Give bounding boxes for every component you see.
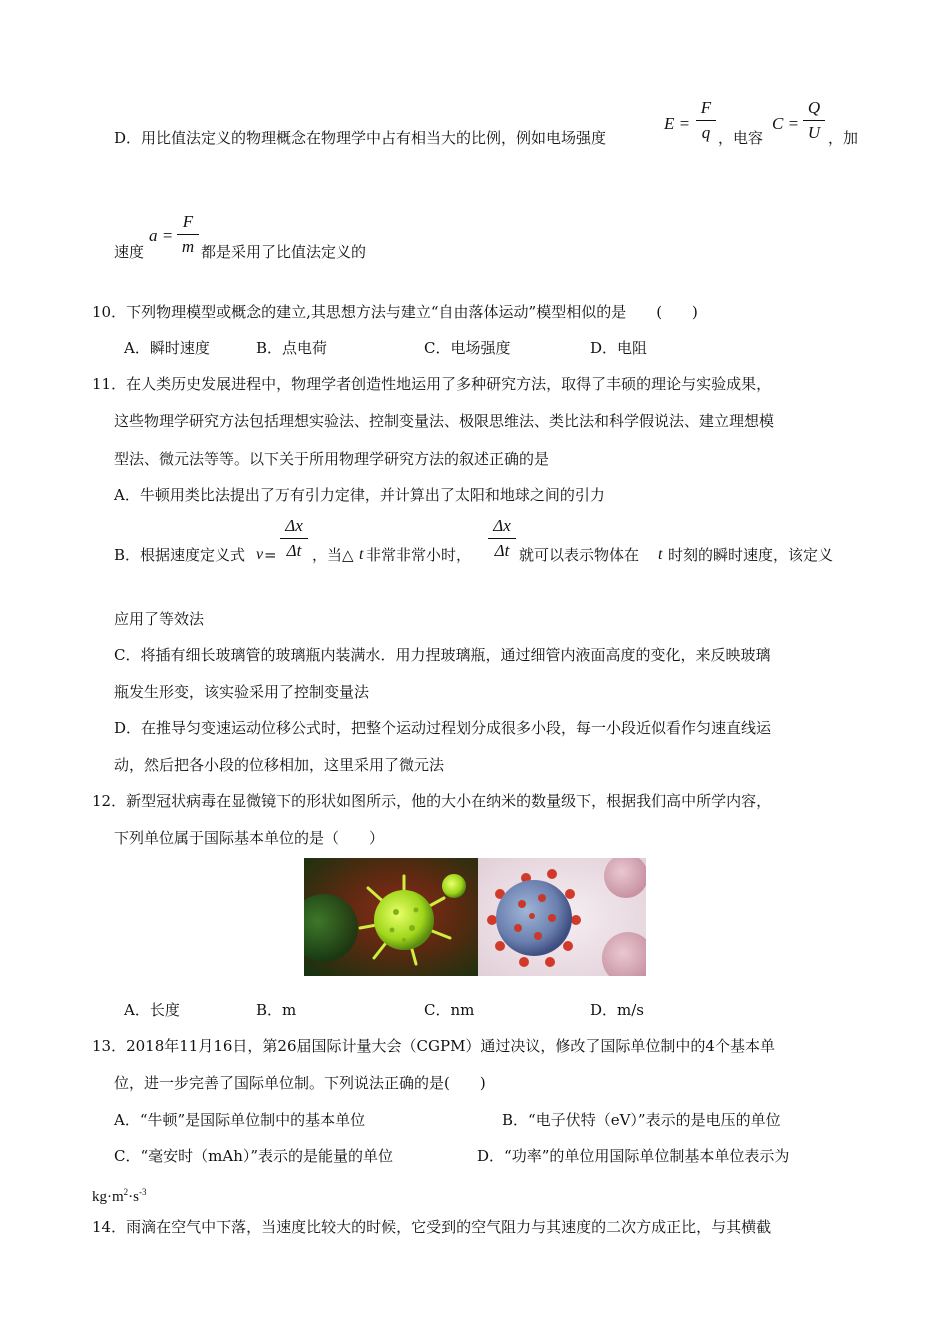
q11-velocity-numerator-2: Δx (493, 516, 511, 535)
formula-a-fraction (177, 212, 199, 257)
q13-option-c: C．“毫安时（mAh）”表示的是能量的单位 (114, 1147, 394, 1165)
q9-option-d-line2-pre: 速度 (114, 243, 145, 261)
q13-option-d-unit (92, 1182, 147, 1207)
q11-option-b-mid3: 就可以表示物体在 (519, 546, 640, 564)
q14-stem-line1: 14．雨滴在空气中下落，当速度比较大的时候，它受到的空气阻力与其速度的二次方成正比，与其横截 (92, 1218, 772, 1236)
formula-e-numerator: F (700, 98, 712, 117)
formula-c-fraction (803, 98, 825, 143)
q11-option-b-post: 时刻的瞬时速度，该定义 (668, 546, 834, 564)
q11-option-a: A．牛顿用类比法提出了万有引力定律，并计算出了太阳和地球之间的引力 (114, 486, 605, 504)
q11-option-b-t: t (359, 546, 364, 563)
unit-exp-2: -3 (139, 1187, 147, 1197)
q9-sep-capacitance: ，电容 (718, 129, 764, 147)
q11-stem-line2: 这些物理学研究方法包括理想实验法、控制变量法、极限思维法、类比法和科学假说法、建立理想模 (114, 412, 775, 430)
q10-option-b: B．点电荷 (256, 339, 328, 357)
formula-a-denominator: m (181, 237, 195, 256)
q11-option-b-mid2: 非常非常小时， (366, 546, 472, 564)
q11-option-d-line2: 动，然后把各小段的位移相加，这里采用了微元法 (114, 756, 445, 774)
formula-e-denominator: q (701, 123, 711, 142)
q11-stem-line3: 型法、微元法等等。以下关于所用物理学研究方法的叙述正确的是 (114, 450, 550, 468)
q11-velocity-denominator-2: Δt (494, 541, 510, 560)
formula-a-numerator: F (182, 212, 194, 231)
q11-option-c-line1: C．将插有细长玻璃管的玻璃瓶内装满水．用力捏玻璃瓶，通过细管内液面高度的变化，来反映玻璃 (114, 646, 771, 664)
formula-c-lhs: C = (772, 114, 800, 133)
q11-option-b-t2: t (658, 546, 663, 563)
q11-stem-line1: 11．在人类历史发展进程中，物理学者创造性地运用了多种研究方法，取得了丰硕的理论与实验成果， (92, 375, 772, 393)
formula-e-lhs: E = (664, 114, 691, 133)
q11-option-d-line1: D．在推导匀变速运动位移公式时，把整个运动过程划分成很多小段，每一小段近似看作匀速直线运 (114, 719, 772, 737)
q11-velocity-numerator: Δx (285, 516, 303, 535)
q12-stem-line2: 下列单位属于国际基本单位的是（ ） (114, 829, 385, 847)
q10-option-a: A．瞬时速度 (124, 339, 210, 357)
q12-option-b: B．m (256, 1001, 297, 1019)
q12-option-c: C．nm (424, 1001, 475, 1019)
virus-image-green (304, 858, 478, 976)
q11-option-b-pre: B．根据速度定义式 (114, 546, 246, 564)
q11-velocity-fraction (280, 516, 308, 561)
q13-stem-line1: 13．2018年11月16日，第26届国际计量大会（CGPM）通过决议，修改了国际单位制中的4个基本单 (92, 1037, 775, 1055)
q11-velocity-denominator: Δt (286, 541, 302, 560)
q11-velocity-fraction-2 (488, 516, 516, 561)
formula-a-lhs: a = (149, 226, 174, 245)
q9-sep-acceleration: ，加 (828, 129, 859, 147)
q10-option-c: C．电场强度 (424, 339, 511, 357)
formula-c-numerator: Q (807, 98, 821, 117)
q12-option-a: A．长度 (124, 1001, 180, 1019)
q11-option-b-v: v (256, 546, 264, 563)
formula-e-fraction (696, 98, 716, 143)
q9-option-d-line1: D．用比值法定义的物理概念在物理学中占有相当大的比例，例如电场强度 (114, 129, 607, 147)
formula-c-denominator: U (807, 123, 821, 142)
q9-option-d-line2-post: 都是采用了比值法定义的 (201, 243, 367, 261)
q12-option-d: D．m/s (590, 1001, 645, 1019)
q10-stem: 10．下列物理模型或概念的建立,其思想方法与建立“自由落体运动”模型相似的是 ( ) (92, 303, 698, 321)
q11-option-c-line2: 瓶发生形变，该实验采用了控制变量法 (114, 683, 370, 701)
q11-option-b-line2: 应用了等效法 (114, 610, 205, 628)
virus-image-red (478, 858, 646, 976)
q13-option-d: D．“功率”的单位用国际单位制基本单位表示为 (477, 1147, 790, 1165)
q12-stem-line1: 12．新型冠状病毒在显微镜下的形状如图所示，他的大小在纳米的数量级下，根据我们高中所学内容， (92, 792, 772, 810)
q11-option-b-mid1: ，当△ (312, 546, 354, 564)
q13-stem-line2: 位，进一步完善了国际单位制。下列说法正确的是( ) (114, 1074, 486, 1092)
unit-exp-1: 2 (123, 1187, 129, 1197)
unit-mid: ·s (128, 1189, 140, 1205)
q11-option-b-eq: = (264, 546, 277, 564)
q13-option-b: B．“电子伏特（eV）”表示的是电压的单位 (502, 1111, 781, 1129)
unit-base: kg·m (92, 1189, 124, 1205)
q13-option-a: A．“牛顿”是国际单位制中的基本单位 (114, 1111, 366, 1129)
q10-option-d: D．电阻 (590, 339, 648, 357)
